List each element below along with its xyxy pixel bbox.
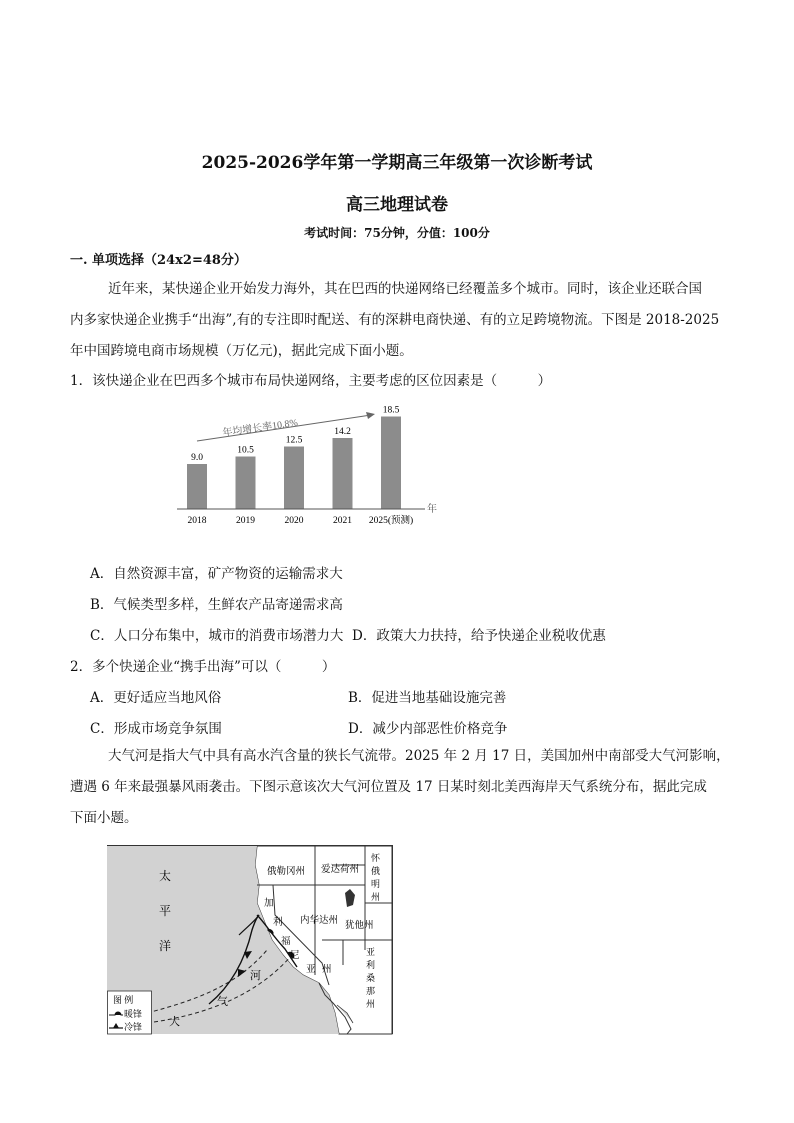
state-label-arizona-2: 利 [366, 960, 376, 970]
legend-cold-front: 冷锋 [124, 1022, 143, 1032]
q2-stem: 2．多个快递企业“携手出海”可以（ ） [70, 659, 336, 675]
x-axis-label: 年 [427, 504, 437, 515]
river-label-1: 大 [169, 1016, 180, 1028]
river-label-3: 河 [250, 970, 261, 982]
q2-option-d[interactable]: D．减少内部恶性价格竞争 [348, 721, 508, 737]
state-label-california-1: 加 [264, 899, 274, 909]
ocean-label-2: 平 [159, 904, 172, 918]
section-heading: 一. 单项选择（24x2=48分） [70, 253, 247, 268]
state-label-california-5: 亚 [306, 965, 316, 975]
passage1-line2: 内多家快递企业携手“出海”,有的专注即时配送、有的深耕电商快递、有的立足跨境物流。下图是 2018-2025 [70, 312, 720, 328]
q1-option-c[interactable]: C．人口分布集中，城市的消费市场潜力大 [90, 628, 344, 644]
bar-value-label-3: 14.2 [334, 427, 351, 437]
x-tick-label-0: 2018 [187, 516, 207, 526]
q2-option-b[interactable]: B．促进当地基础设施完善 [348, 690, 507, 706]
bar-0 [187, 464, 207, 509]
q1-option-d[interactable]: D．政策大力扶持，给予快递企业税收优惠 [352, 628, 606, 644]
bar-value-label-4: 18.5 [382, 405, 400, 416]
q2-option-a[interactable]: A．更好适应当地风俗 [90, 690, 222, 706]
atmospheric-river-map [107, 845, 394, 1035]
q2-option-c[interactable]: C．形成市场竞争氛围 [90, 721, 222, 737]
trend-annotation: 年均增长率10.8% [221, 417, 299, 439]
bar-4 [381, 417, 401, 510]
x-tick-label-1: 2019 [236, 516, 255, 526]
state-label-california-4: 尼 [290, 951, 300, 961]
exam-title: 2025-2026学年第一学期高三年级第一次诊断考试 [201, 153, 593, 173]
state-label-idaho: 爱达荷州 [321, 865, 360, 875]
exam-info: 考试时间：75分钟，分值：100分 [304, 226, 490, 240]
state-label-wyoming-4: 州 [371, 892, 381, 902]
ocean-label-3: 洋 [159, 939, 172, 953]
state-label-wyoming-3: 明 [371, 879, 381, 889]
legend-warm-front: 暖锋 [124, 1009, 143, 1019]
bar-1 [236, 457, 256, 510]
state-label-wyoming-1: 怀 [371, 853, 381, 863]
state-label-oregon: 俄勒冈州 [267, 867, 306, 877]
legend-title: 图 例 [113, 995, 134, 1005]
x-tick-label-2: 2020 [284, 516, 304, 526]
bar-value-label-2: 12.5 [285, 435, 303, 446]
ocean-label-1: 太 [159, 869, 172, 883]
state-label-arizona-5: 州 [366, 999, 376, 1009]
river-label-2: 气 [217, 996, 228, 1008]
bar-value-label-0: 9.0 [191, 453, 203, 463]
bar-value-label-1: 10.5 [237, 445, 254, 456]
state-label-utah: 犹他州 [345, 921, 374, 931]
passage1-line3: 年中国跨境电商市场规模（万亿元)，据此完成下面小题。 [70, 343, 413, 359]
bar-3 [333, 438, 353, 509]
paper-subtitle: 高三地理试卷 [346, 195, 448, 215]
state-label-california-2: 利 [273, 918, 283, 928]
q1-option-a[interactable]: A．自然资源丰富，矿产物资的运输需求大 [90, 566, 343, 582]
trend-arrowhead [366, 412, 375, 419]
x-tick-label-3: 2021 [333, 516, 352, 526]
market-size-chart [175, 405, 445, 530]
bar-2 [284, 447, 304, 510]
passage2-line2: 遭遇 6 年来最强暴风雨袭击。下图示意该次大气河位置及 17 日某时刻北美西海岸天气系统分布，据此完成 [70, 779, 707, 795]
state-label-california-6: 州 [322, 965, 332, 975]
q1-option-b[interactable]: B．气候类型多样，生鲜农产品寄递需求高 [90, 597, 343, 613]
state-label-arizona-4: 那 [366, 986, 376, 996]
passage1-line1: 近年来，某快递企业开始发力海外，其在巴西的快递网络已经覆盖多个城市。同时，该企业还联合国 [108, 281, 702, 297]
passage2-line3: 下面小题。 [70, 810, 138, 826]
state-label-nevada: 内华达州 [300, 916, 339, 926]
x-tick-label-4: 2025(预测) [368, 516, 414, 526]
passage2-line1: 大气河是指大气中具有高水汽含量的狭长气流带。2025 年 2 月 17 日，美国加州中南部受大气河影响， [108, 748, 730, 764]
q1-stem: 1．该快递企业在巴西多个城市布局快递网络，主要考虑的区位因素是（ ） [70, 373, 552, 389]
state-label-wyoming-2: 俄 [371, 866, 381, 876]
state-label-california-3: 福 [281, 937, 291, 947]
state-label-arizona-1: 亚 [366, 947, 376, 957]
state-label-arizona-3: 桑 [366, 973, 376, 983]
